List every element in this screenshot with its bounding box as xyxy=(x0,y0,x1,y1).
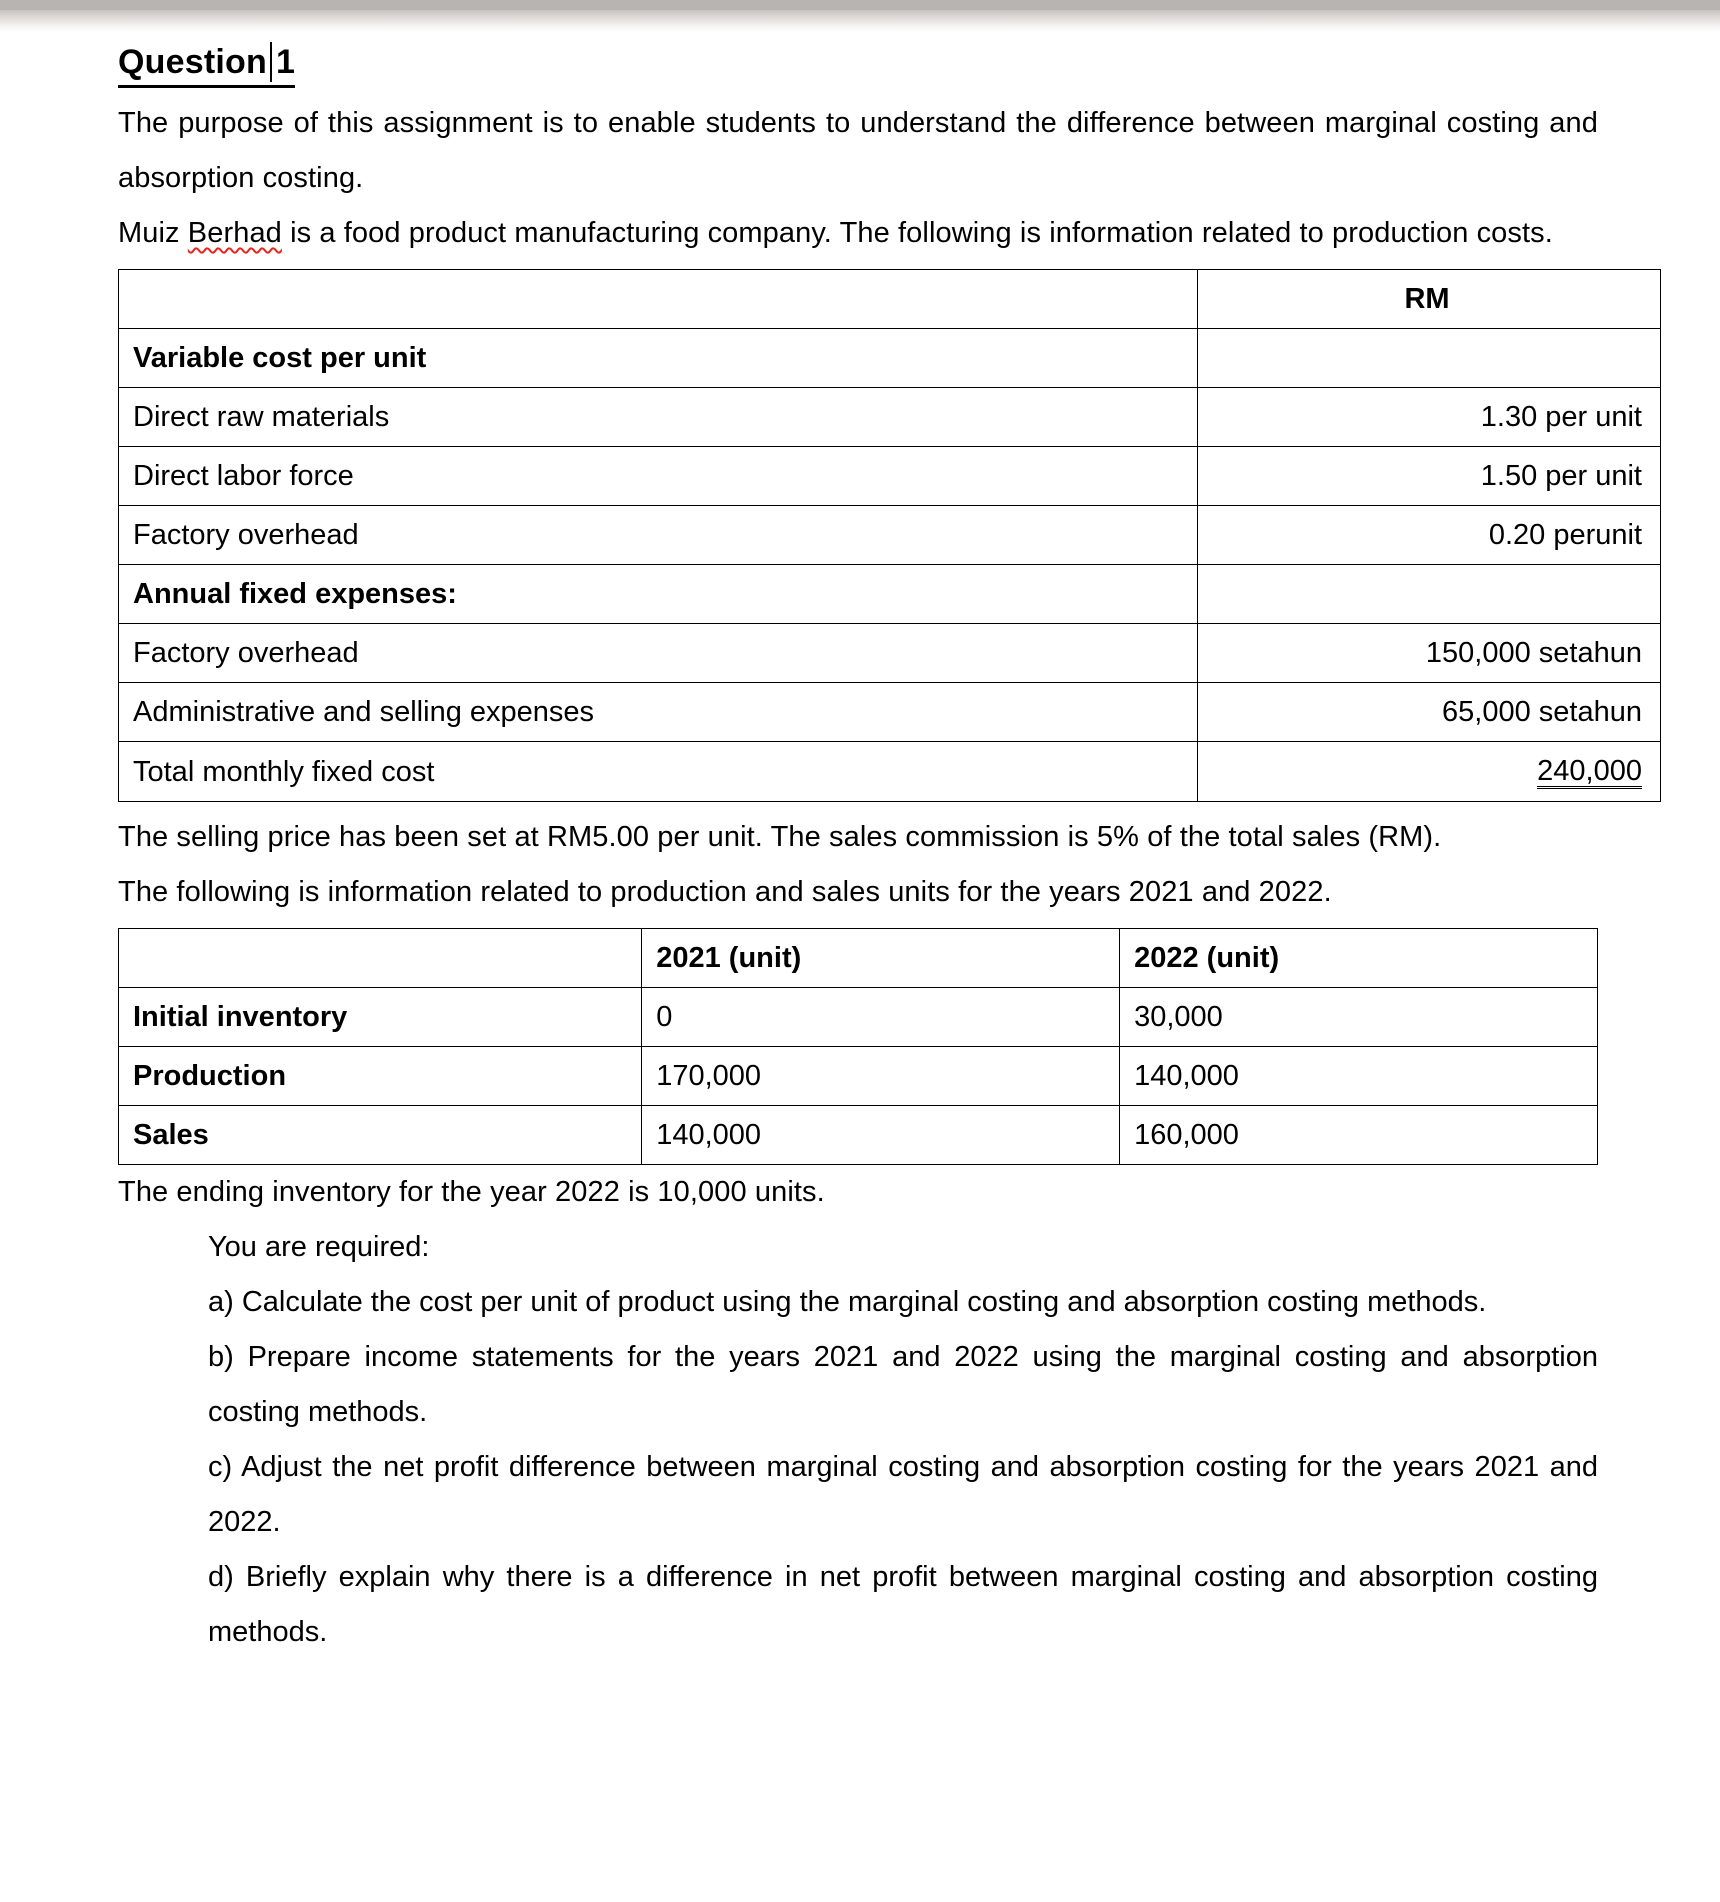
cost-table-body xyxy=(119,270,1661,802)
requirement-item-d: d) Briefly explain why there is a difference in net profit between marginal costing and absorption costing methods. xyxy=(208,1561,1598,1648)
page-title-text: Question xyxy=(118,43,267,81)
table-row xyxy=(119,1106,1598,1165)
table-row xyxy=(119,624,1661,683)
table-row xyxy=(119,447,1661,506)
spacer xyxy=(118,261,1598,269)
table-row xyxy=(119,683,1661,742)
page-title-wrapper xyxy=(118,42,1598,96)
cost-table-header-blank xyxy=(119,270,1198,329)
cost-row-value: 1.30 per unit xyxy=(1198,388,1661,447)
document-body xyxy=(118,32,1642,1660)
table-row xyxy=(119,329,1661,388)
chrome-shadow-gradient xyxy=(0,10,1720,32)
table-row-total xyxy=(119,742,1661,802)
cost-row-value: 65,000 setahun xyxy=(1198,683,1661,742)
requirement-item-c: c) Adjust the net profit difference between marginal costing and absorption costing for the years 2021 and 2022. xyxy=(208,1451,1598,1538)
intro-paragraph-2-post: is a food product manufacturing company. The following is information related to production costs. xyxy=(281,217,1553,249)
table-row-header xyxy=(119,929,1598,988)
intro-paragraph-2-pre: Muiz xyxy=(118,217,188,249)
cost-row-value-total-cell xyxy=(1198,742,1661,802)
intro-paragraph-1: The purpose of this assignment is to enable students to understand the difference between marginal costing and absorption costing. xyxy=(118,107,1598,194)
cost-row-value xyxy=(1198,565,1661,624)
cost-row-label: Annual fixed expenses: xyxy=(119,565,1198,624)
spacer xyxy=(118,920,1598,928)
units-row-2022: 160,000 xyxy=(1120,1106,1598,1165)
page-title-number: 1 xyxy=(275,43,296,81)
table-row xyxy=(119,565,1661,624)
cost-row-label: Direct raw materials xyxy=(119,388,1198,447)
window-chrome-bar xyxy=(0,0,1720,10)
table-row xyxy=(119,388,1661,447)
selling-price-paragraph: The selling price has been set at RM5.00 per unit. The sales commission is 5% of the total sales (RM). xyxy=(118,821,1442,853)
misspelled-word: Berhad xyxy=(187,217,282,249)
document-page xyxy=(0,32,1720,1902)
production-sales-table xyxy=(118,928,1598,1165)
cost-row-value: 1.50 per unit xyxy=(1198,447,1661,506)
cost-structure-table xyxy=(118,269,1661,802)
cost-row-label: Variable cost per unit xyxy=(119,329,1198,388)
cost-row-label: Direct labor force xyxy=(119,447,1198,506)
units-row-label: Sales xyxy=(119,1106,642,1165)
table-row xyxy=(119,988,1598,1047)
cost-row-value-total: 240,000 xyxy=(1537,755,1642,787)
cost-row-label: Factory overhead xyxy=(119,624,1198,683)
requirements-section xyxy=(208,1220,1598,1660)
cost-row-value xyxy=(1198,329,1661,388)
units-header-2022: 2022 (unit) xyxy=(1120,929,1598,988)
page-title xyxy=(118,42,295,88)
units-row-label: Production xyxy=(119,1047,642,1106)
table-row-header xyxy=(119,270,1661,329)
cost-row-label: Administrative and selling expenses xyxy=(119,683,1198,742)
intro-paragraph-2 xyxy=(118,206,1598,261)
units-row-2021: 140,000 xyxy=(642,1106,1120,1165)
cost-row-label: Factory overhead xyxy=(119,506,1198,565)
units-row-2021: 170,000 xyxy=(642,1047,1120,1106)
text-cursor-caret xyxy=(270,42,272,82)
units-row-2022: 30,000 xyxy=(1120,988,1598,1047)
cost-row-value: 150,000 setahun xyxy=(1198,624,1661,683)
table-row xyxy=(119,506,1661,565)
production-sales-intro-paragraph: The following is information related to production and sales units for the years 2021 and 2022. xyxy=(118,876,1332,908)
cost-row-value: 0.20 perunit xyxy=(1198,506,1661,565)
units-table-body xyxy=(119,929,1598,1165)
table-row xyxy=(119,1047,1598,1106)
units-row-2021: 0 xyxy=(642,988,1120,1047)
units-header-blank xyxy=(119,929,642,988)
cost-table-header-currency: RM xyxy=(1198,270,1661,329)
requirement-item-a: a) Calculate the cost per unit of product using the marginal costing and absorption costing methods. xyxy=(208,1286,1487,1318)
ending-inventory-paragraph: The ending inventory for the year 2022 is 10,000 units. xyxy=(118,1176,825,1208)
requirements-heading: You are required: xyxy=(208,1231,430,1263)
cost-row-label-total: Total monthly fixed cost xyxy=(119,742,1198,802)
units-row-label: Initial inventory xyxy=(119,988,642,1047)
units-header-2021: 2021 (unit) xyxy=(642,929,1120,988)
units-row-2022: 140,000 xyxy=(1120,1047,1598,1106)
spacer xyxy=(118,802,1598,810)
requirement-item-b: b) Prepare income statements for the years 2021 and 2022 using the marginal costing and absorption costing methods. xyxy=(208,1341,1598,1428)
